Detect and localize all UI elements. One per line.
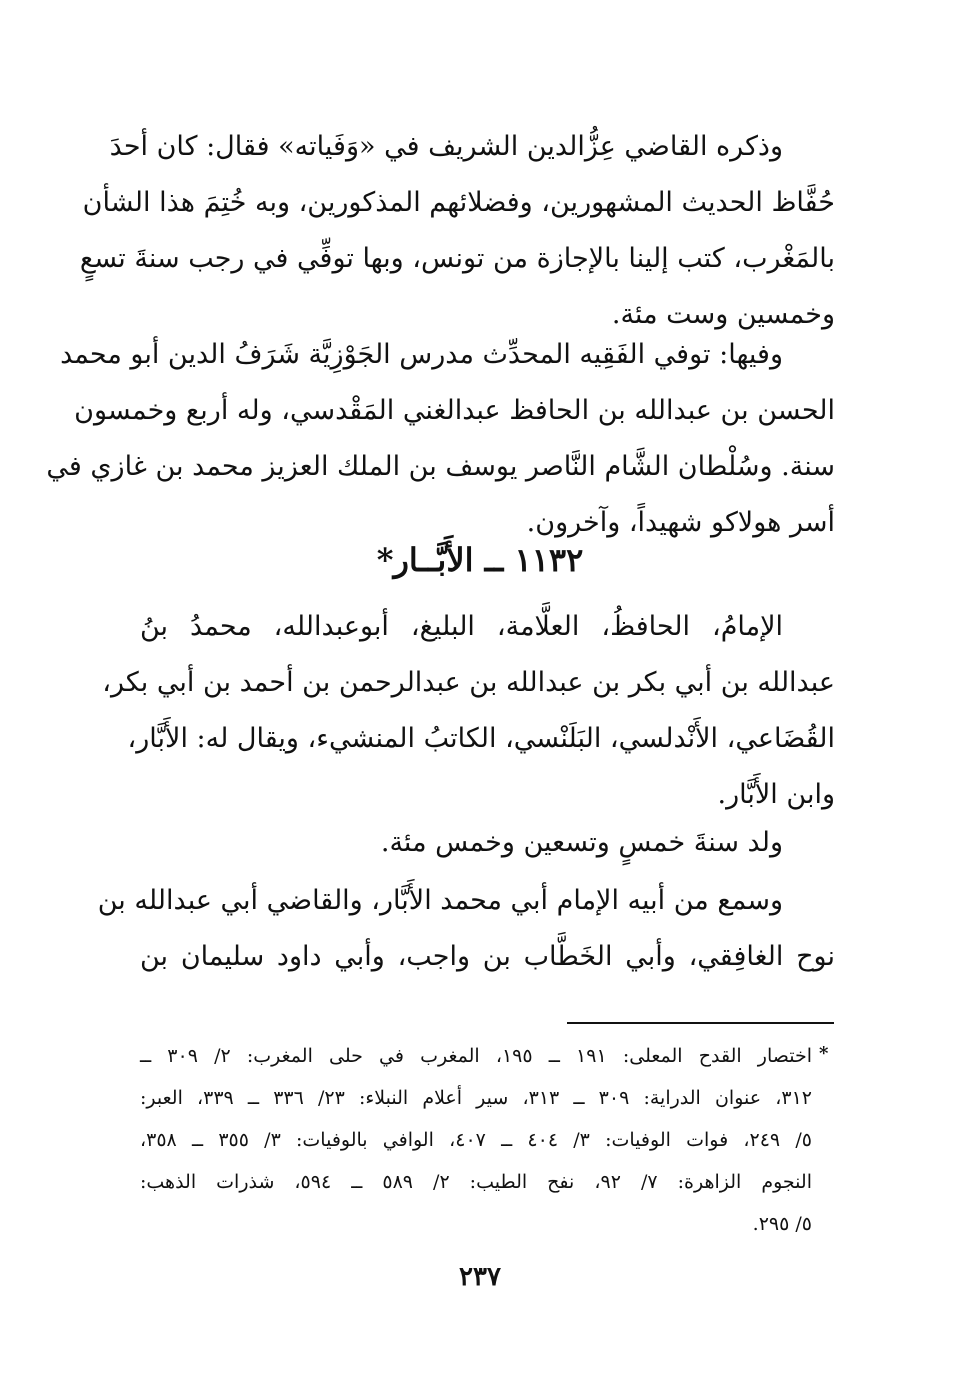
footnote-marker: * <box>819 1043 829 1064</box>
paragraph-line: وسمع من أبيه الإمام أبي محمد الأَبَّار، والقاضي أبي عبدالله بن <box>97 885 783 916</box>
footnote <box>140 1035 812 1245</box>
paragraph-line: وخمسين وست مئة. <box>611 299 835 330</box>
paragraph-line: عبدالله بن أبي بكر بن عبدالله بن عبدالرحمن بن أحمد بن أبي بكر، <box>102 667 835 698</box>
paragraph-3 <box>102 599 835 823</box>
paragraph-line: القُضَاعي، الأَنْدلسي، البَلَنْسي، الكاتبُ المنشيء، ويقال له: الأَبَّار، <box>127 723 835 754</box>
paragraph-line: وفيها: توفي الفَقِيه المحدِّث مدرس الجَوْزِيَّة شَرَفُ الدين أبو محمد <box>60 339 783 370</box>
paragraph-line: الإمامُ، الحافظُ، العلَّامة، البليغ، أبوعبدالله، محمدُ بنُ <box>140 611 783 642</box>
paragraph-5 <box>97 873 835 985</box>
page-number: ٢٣٧ <box>459 1262 501 1292</box>
paragraph-line: بالمَغْرب، كتب إلينا بالإجازة من تونس، وبها توفِّي في رجب سنةَ تسعٍ <box>79 243 835 274</box>
paragraph-line: حُفَّاظ الحديث المشهورين، وفضلائهم المذكورين، وبه خُتِمَ هذا الشأن <box>82 187 835 218</box>
paragraph-4 <box>140 815 835 871</box>
paragraph-line: الحسن بن عبدالله بن الحافظ عبدالغني المَقْدسي، وله أربع وخمسون <box>74 395 835 426</box>
footnote-line: النجوم الزاهرة: ٧/ ٩٢، نفح الطيب: ٢/ ٥٨٩ ــ ٥٩٤، شذرات الذهب: <box>140 1171 812 1193</box>
paragraph-line: نوح الغافِقي، وأبي الخَطَّاب بن واجب، وأبي داود سليمان بن <box>140 941 835 972</box>
footnote-line: ٣١٢، عنوان الدراية: ٣٠٩ ــ ٣١٣، سير أعلام النبلاء: ٢٣/ ٣٣٦ ــ ٣٣٩، العبر: <box>140 1087 812 1109</box>
footnote-separator <box>567 1022 834 1024</box>
paragraph-line: أسر هولاكو شهيداً، وآخرون. <box>526 507 835 538</box>
footnote-line: اختصار القدح المعلى: ١٩١ ــ ١٩٥، المغرب في حلى المغرب: ٢/ ٣٠٩ ــ <box>140 1045 812 1067</box>
paragraph-line: سنة. وسُلْطان الشَّام النَّاصر يوسف بن الملك العزيز محمد بن غازي في <box>46 451 835 482</box>
paragraph-2 <box>46 327 835 551</box>
paragraph-line: ولد سنةَ خمسٍ وتسعين وخمس مئة. <box>380 827 783 858</box>
paragraph-1 <box>79 119 835 343</box>
footnote-line: ٥/ ٢٤٩، فوات الوفيات: ٣/ ٤٠٤ ــ ٤٠٧، الوافي بالوفيات: ٣/ ٣٥٥ ــ ٣٥٨، <box>140 1129 812 1151</box>
paragraph-line: وابن الأَبَّار. <box>717 779 835 810</box>
paragraph-line: وذكره القاضي عِزُّالدين الشريف في «وَفَياته» فقال: كان أحدَ <box>109 131 783 162</box>
footnote-line: ٥/ ٢٩٥. <box>752 1213 812 1235</box>
entry-heading: ١١٣٢ ــ الأَبَّــار* <box>376 541 584 579</box>
